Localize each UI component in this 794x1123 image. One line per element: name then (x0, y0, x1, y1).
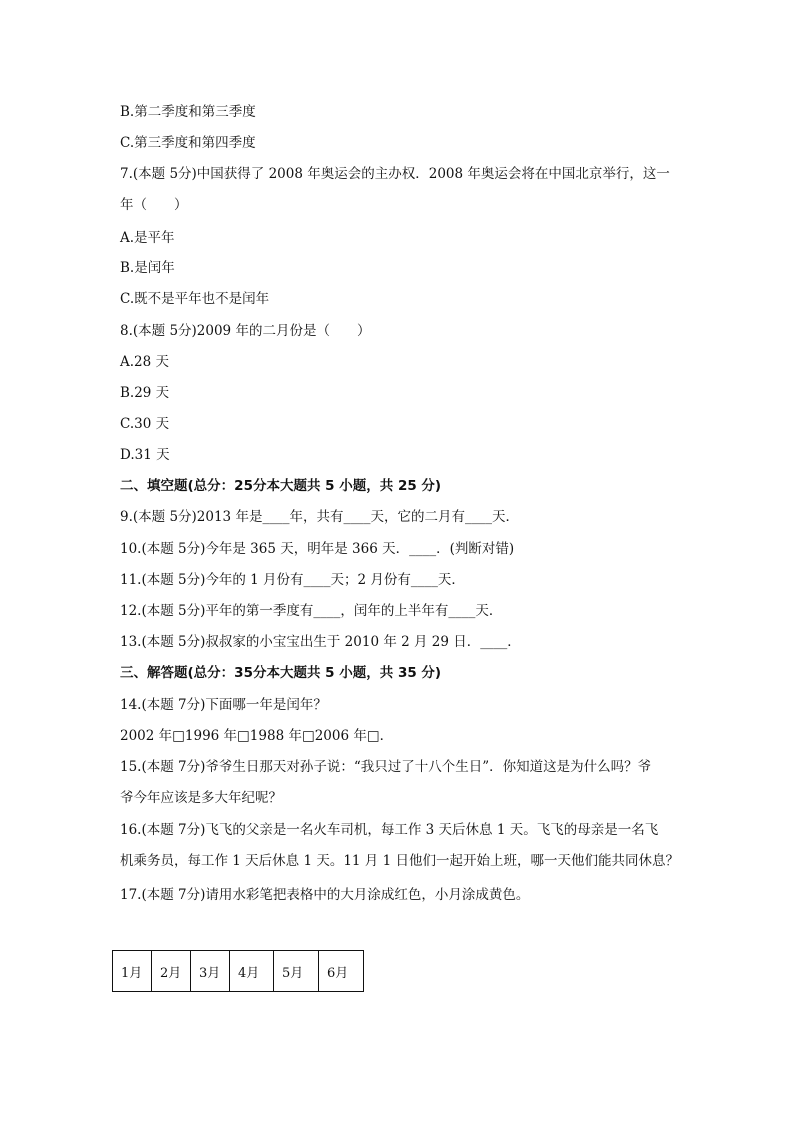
month-cell[interactable]: 6月 (319, 951, 364, 992)
month-cell[interactable]: 4月 (230, 951, 274, 992)
q8-option-d: D.31 天 (120, 447, 170, 463)
line-q6-option-b: B.第二季度和第三季度 (120, 104, 256, 120)
section-fill-in-heading: 二、填空题(总分：25分本大题共 5 小题，共 25 分) (120, 478, 442, 494)
question-7-text: 7.(本题 5分)中国获得了 2008 年奥运会的主办权．2008 年奥运会将在中国北京举行，这一 (120, 166, 670, 182)
question-14-options: 2002 年□1996 年□1988 年□2006 年□． (120, 728, 394, 744)
question-10-text: 10.(本题 5分)今年是 365 天，明年是 366 天．____．(判断对错) (120, 541, 515, 557)
question-13-text: 13.(本题 5分)叔叔家的小宝宝出生于 2010 年 2 月 29 日．____． (120, 634, 521, 650)
question-16-text: 16.(本题 7分)飞飞的父亲是一名火车司机，每工作 3 天后休息 1 天。飞飞的母亲是一名飞 (120, 822, 659, 838)
month-cell[interactable]: 3月 (191, 951, 230, 992)
question-15-text-cont: 爷今年应该是多大年纪呢？ (120, 790, 282, 806)
line-q6-option-c: C.第三季度和第四季度 (120, 135, 256, 151)
q7-option-b: B.是闰年 (120, 260, 175, 276)
section-answer-heading: 三、解答题(总分：35分本大题共 5 小题，共 35 分) (120, 665, 442, 681)
question-12-text: 12.(本题 5分)平年的第一季度有____，闰年的上半年有____天． (120, 603, 503, 619)
month-cell[interactable]: 2月 (152, 951, 191, 992)
q7-option-c: C.既不是平年也不是闰年 (120, 291, 270, 307)
months-row (113, 951, 364, 992)
month-cell[interactable]: 5月 (274, 951, 319, 992)
question-9-text: 9.(本题 5分)2013 年是____年，共有____天，它的二月有____天． (120, 509, 519, 525)
months-table (112, 950, 364, 992)
question-15-text: 15.(本题 7分)爷爷生日那天对孙子说：“我只过了十八个生日”．你知道这是为什么吗？爷 (120, 759, 652, 775)
question-16-text-cont: 机乘务员，每工作 1 天后休息 1 天。11 月 1 日他们一起开始上班，哪一天他们能共同休息？ (120, 853, 679, 869)
q8-option-c: C.30 天 (120, 416, 170, 432)
q8-option-a: A.28 天 (120, 354, 170, 370)
question-8-text: 8.(本题 5分)2009 年的二月份是（ ） (120, 323, 371, 339)
q8-option-b: B.29 天 (120, 385, 170, 401)
month-cell[interactable]: 1月 (113, 951, 152, 992)
question-14-text: 14.(本题 7分)下面哪一年是闰年？ (120, 697, 327, 713)
question-11-text: 11.(本题 5分)今年的 1 月份有____天；2 月份有____天． (120, 572, 465, 588)
question-17-text: 17.(本题 7分)请用水彩笔把表格中的大月涂成红色，小月涂成黄色。 (120, 887, 530, 903)
q7-option-a: A.是平年 (120, 230, 175, 246)
question-7-text-cont: 年（ ） (120, 197, 188, 213)
